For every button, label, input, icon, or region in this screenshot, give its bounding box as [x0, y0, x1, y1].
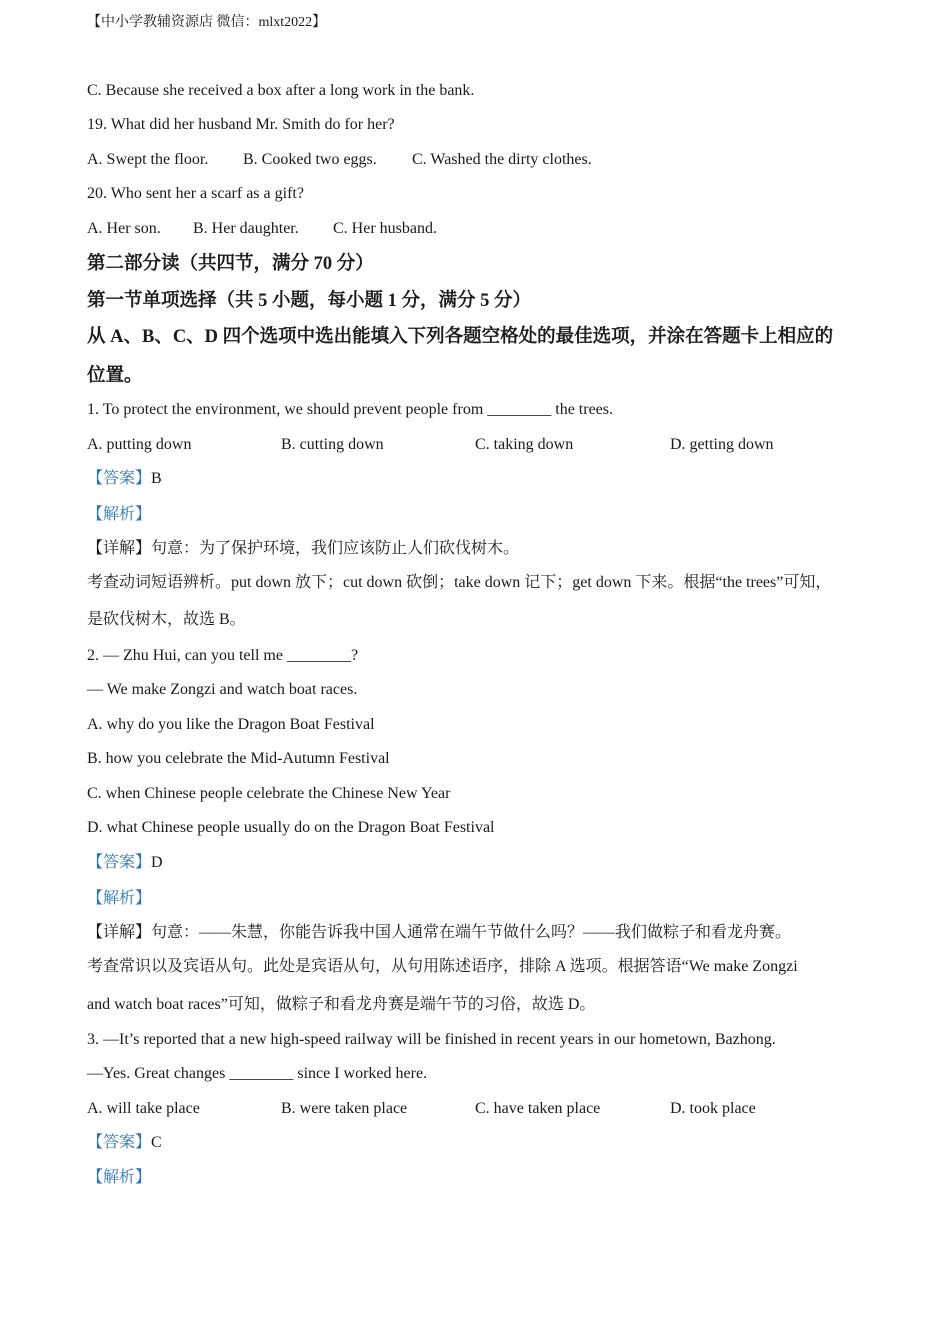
q1-option-a: A. putting down	[87, 436, 192, 453]
q18-option-c: C. Because she received a box after a long work in the bank.	[87, 82, 475, 99]
instruction-line-1: 从 A、B、C、D 四个选项中选出能填入下列各题空格处的最佳选项，并涂在答题卡上相应的	[87, 327, 834, 347]
q2-option-d: D. what Chinese people usually do on the Dragon Boat Festival	[87, 819, 495, 836]
q19-option-c: C. Washed the dirty clothes.	[412, 151, 592, 168]
q20-option-b: B. Her daughter.	[193, 220, 299, 237]
q1-answer-label: 【答案】	[87, 470, 152, 487]
q3-option-a: A. will take place	[87, 1100, 200, 1117]
q1-answer-value: B	[151, 470, 162, 487]
q2-answer	[87, 853, 163, 873]
q2-detail-3: and watch boat races”可知，做粽子和看龙舟赛是端午节的习俗，故选 D。	[87, 996, 596, 1013]
page-header: 【中小学教辅资源店 微信：mlxt2022】	[87, 15, 327, 30]
q2-answer-label: 【答案】	[87, 854, 152, 871]
q3-option-d: D. took place	[670, 1100, 756, 1117]
q19-question: 19. What did her husband Mr. Smith do for her?	[87, 116, 395, 133]
q20-option-a: A. Her son.	[87, 220, 161, 237]
q19-option-a: A. Swept the floor.	[87, 151, 209, 168]
q3-answer-value: C	[151, 1134, 162, 1151]
q3-analysis-label: 【解析】	[87, 1169, 152, 1186]
q3-stem-2: —Yes. Great changes ________ since I worked here.	[87, 1065, 428, 1082]
q3-option-c: C. have taken place	[475, 1100, 601, 1117]
q2-option-a: A. why do you like the Dragon Boat Festival	[87, 716, 375, 733]
q19-option-b: B. Cooked two eggs.	[243, 151, 377, 168]
q1-answer	[87, 469, 162, 489]
q1-option-c: C. taking down	[475, 436, 574, 453]
q2-option-b: B. how you celebrate the Mid-Autumn Festival	[87, 750, 390, 767]
q2-option-c: C. when Chinese people celebrate the Chinese New Year	[87, 785, 451, 802]
q2-analysis-label: 【解析】	[87, 890, 152, 907]
instruction-line-2: 位置。	[87, 366, 143, 386]
q3-stem-1: 3. —It’s reported that a new high-speed railway will be finished in recent years in our hometown, Bazhong.	[87, 1031, 776, 1048]
q1-detail-2: 考查动词短语辨析。put down 放下；cut down 砍倒；take down 记下；get down 下来。根据“the trees”可知，	[87, 574, 832, 591]
q1-detail-3: 是砍伐树木，故选 B。	[87, 611, 246, 628]
q2-answer-value: D	[151, 854, 163, 871]
subsection-title: 第一节单项选择（共 5 小题，每小题 1 分，满分 5 分）	[87, 291, 532, 311]
q3-option-b: B. were taken place	[281, 1100, 408, 1117]
q3-answer	[87, 1133, 162, 1153]
q3-answer-label: 【答案】	[87, 1134, 152, 1151]
q1-detail-1: 【详解】句意：为了保护环境，我们应该防止人们砍伐树木。	[87, 540, 520, 557]
q1-stem: 1. To protect the environment, we should prevent people from ________ the trees.	[87, 401, 614, 418]
part-title: 第二部分读（共四节，满分 70 分）	[87, 254, 374, 274]
q20-option-c: C. Her husband.	[333, 220, 437, 237]
q1-option-d: D. getting down	[670, 436, 774, 453]
q2-detail-2: 考查常识以及宾语从句。此处是宾语从句，从句用陈述语序，排除 A 选项。根据答语“We make Zongzi	[87, 958, 798, 975]
q1-option-b: B. cutting down	[281, 436, 384, 453]
q20-question: 20. Who sent her a scarf as a gift?	[87, 185, 304, 202]
q2-stem-1: 2. — Zhu Hui, can you tell me ________?	[87, 647, 359, 664]
q2-stem-2: — We make Zongzi and watch boat races.	[87, 681, 358, 698]
q1-analysis-label: 【解析】	[87, 506, 152, 523]
q2-detail-1: 【详解】句意：——朱慧，你能告诉我中国人通常在端午节做什么吗？——我们做粽子和看龙舟赛。	[87, 924, 792, 941]
